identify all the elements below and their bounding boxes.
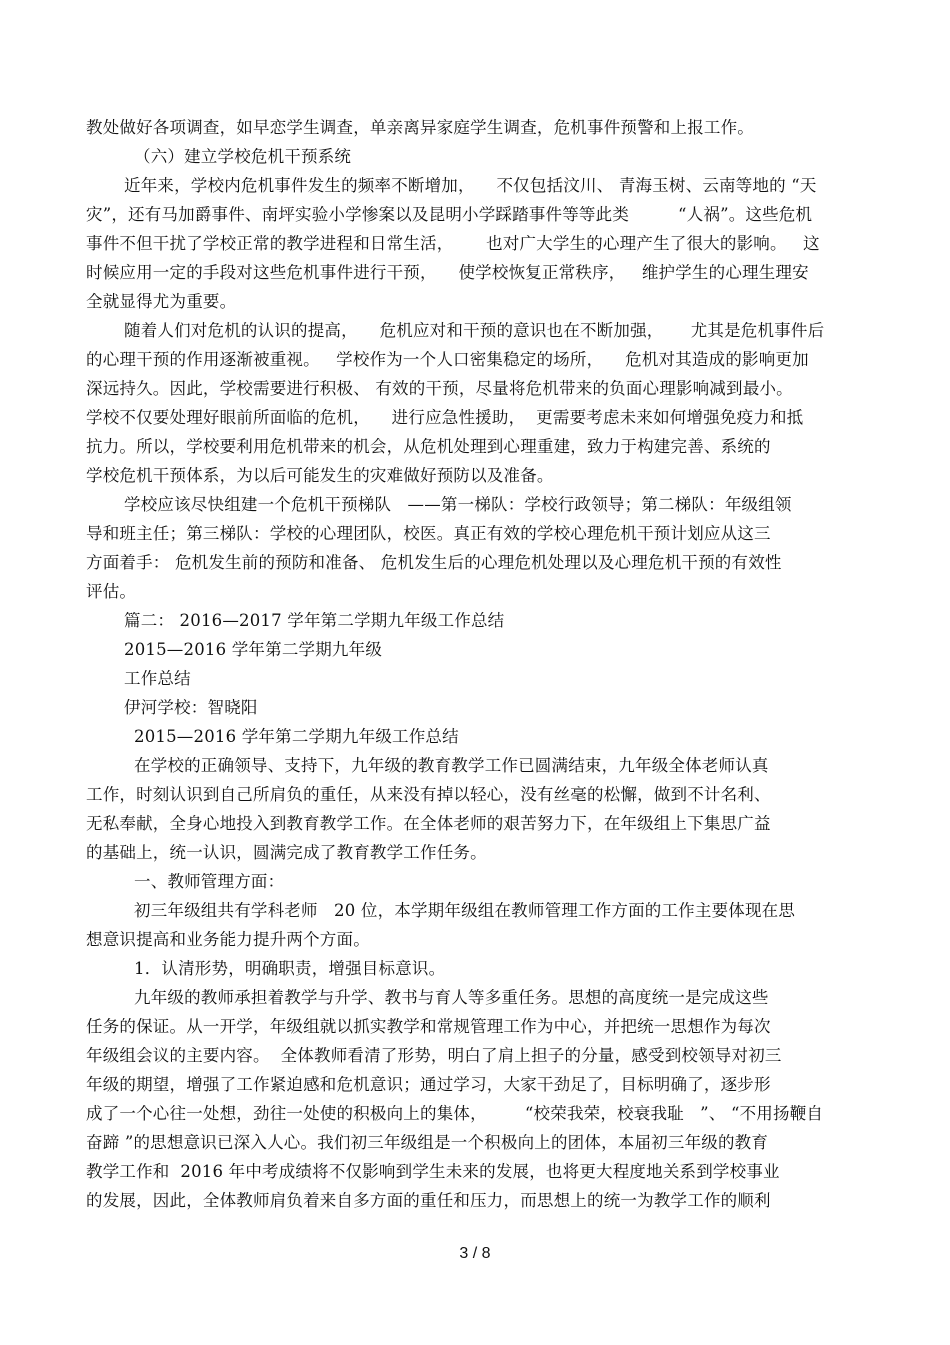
text-line: 学校危机干预体系，为以后可能发生的灾难做好预防以及准备。 (86, 466, 554, 485)
text-line: 评估。 (86, 582, 137, 601)
title-line: 2015—2016 学年第二学期九年级 (124, 640, 383, 659)
text-line: 的心理干预的作用逐渐被重视。 学校作为一个人口密集稳定的场所， 危机对其造成的影响更加 (86, 350, 809, 369)
text-line: 随着人们对危机的认识的提高， 危机应对和干预的意识也在不断加强， 尤其是危机事件后 (124, 321, 825, 340)
text-line: 的基础上，统一认识，圆满完成了教育教学工作任务。 (86, 843, 487, 862)
title-line: 2015—2016 学年第二学期九年级工作总结 (134, 727, 459, 746)
text-line: 时候应用一定的手段对这些危机事件进行干预， 使学校恢复正常秩序， 维护学生的心理生理安 (86, 263, 809, 282)
text-line: 在学校的正确领导、支持下，九年级的教育教学工作已圆满结束，九年级全体老师认真 (134, 756, 769, 775)
article-heading: 篇二： 2016—2017 学年第二学期九年级工作总结 (124, 611, 505, 630)
text-line: 成了一个心往一处想，劲往一处使的积极向上的集体， “校荣我荣，校衰我耻 ”、 “不用扬鞭自 (86, 1104, 824, 1123)
section-heading: 一、教师管理方面： (134, 872, 285, 891)
text-line: 教学工作和 2016 年中考成绩将不仅影响到学生未来的发展，也将更大程度地关系到学校事业 (86, 1162, 780, 1181)
text-line: 深远持久。因此，学校需要进行积极、 有效的干预，尽量将危机带来的负面心理影响减到最小。 (86, 379, 793, 398)
text-line: 灾”，还有马加爵事件、南坪实验小学惨案以及昆明小学踩踏事件等等此类 “人祸”。这些危机 (86, 205, 813, 224)
text-line: 方面着手： 危机发生前的预防和准备、 危机发生后的心理危机处理以及心理危机干预的有效性 (86, 553, 782, 572)
text-line: 近年来，学校内危机事件发生的频率不断增加， 不仅包括汶川、 青海玉树、云南等地的 “天 (124, 176, 817, 195)
text-line: 工作，时刻认识到自己所肩负的重任，从来没有掉以轻心，没有丝毫的松懈，做到不计名利、 (86, 785, 771, 804)
text-line: 初三年级组共有学科老师 20 位，本学期年级组在教师管理工作方面的工作主要体现在思 (134, 901, 796, 920)
text-line: 教处做好各项调查，如早恋学生调查，单亲离异家庭学生调查，危机事件预警和上报工作。 (86, 118, 754, 137)
page-number: 3 / 8 (459, 1245, 491, 1262)
text-line: 九年级的教师承担着教学与升学、教书与育人等多重任务。思想的高度统一是完成这些 (134, 988, 769, 1007)
text-line: 学校应该尽快组建一个危机干预梯队 ——第一梯队：学校行政领导；第二梯队：年级组领 (124, 495, 792, 514)
text-line: 任务的保证。从一开学，年级组就以抓实教学和常规管理工作为中心，并把统一思想作为每次 (86, 1017, 771, 1036)
text-line: 的发展，因此，全体教师肩负着来自多方面的重任和压力，而思想上的统一为教学工作的顺利 (86, 1191, 771, 1210)
text-line: 年级组会议的主要内容。 全体教师看清了形势，明白了肩上担子的分量，感受到校领导对初三 (86, 1046, 782, 1065)
title-line: 工作总结 (124, 669, 191, 688)
text-line: 导和班主任；第三梯队：学校的心理团队，校医。真正有效的学校心理危机干预计划应从这三 (86, 524, 771, 543)
section-heading: （六）建立学校危机干预系统 (134, 147, 352, 166)
text-line: 全就显得尤为重要。 (86, 292, 237, 311)
text-line: 奋蹄 ”的思想意识已深入人心。我们初三年级组是一个积极向上的团体，本届初三年级的教育 (86, 1133, 769, 1152)
text-line: 抗力。所以，学校要利用危机带来的机会，从危机处理到心理重建，致力于构建完善、系统的 (86, 437, 771, 456)
subsection-heading: 1．认清形势，明确职责，增强目标意识。 (134, 959, 446, 978)
text-line: 无私奉献，全身心地投入到教育教学工作。在全体老师的艰苦努力下，在年级组上下集思广益 (86, 814, 771, 833)
text-line: 学校不仅要处理好眼前所面临的危机， 进行应急性援助， 更需要考虑未来如何增强免疫力和抵 (86, 408, 804, 427)
author-line: 伊河学校：智晓阳 (124, 698, 258, 717)
text-line: 想意识提高和业务能力提升两个方面。 (86, 930, 370, 949)
text-line: 事件不但干扰了学校正常的教学进程和日常生活， 也对广大学生的心理产生了很大的影响。 这 (86, 234, 820, 253)
text-line: 年级的期望，增强了工作紧迫感和危机意识；通过学习，大家干劲足了，目标明确了，逐步形 (86, 1075, 771, 1094)
